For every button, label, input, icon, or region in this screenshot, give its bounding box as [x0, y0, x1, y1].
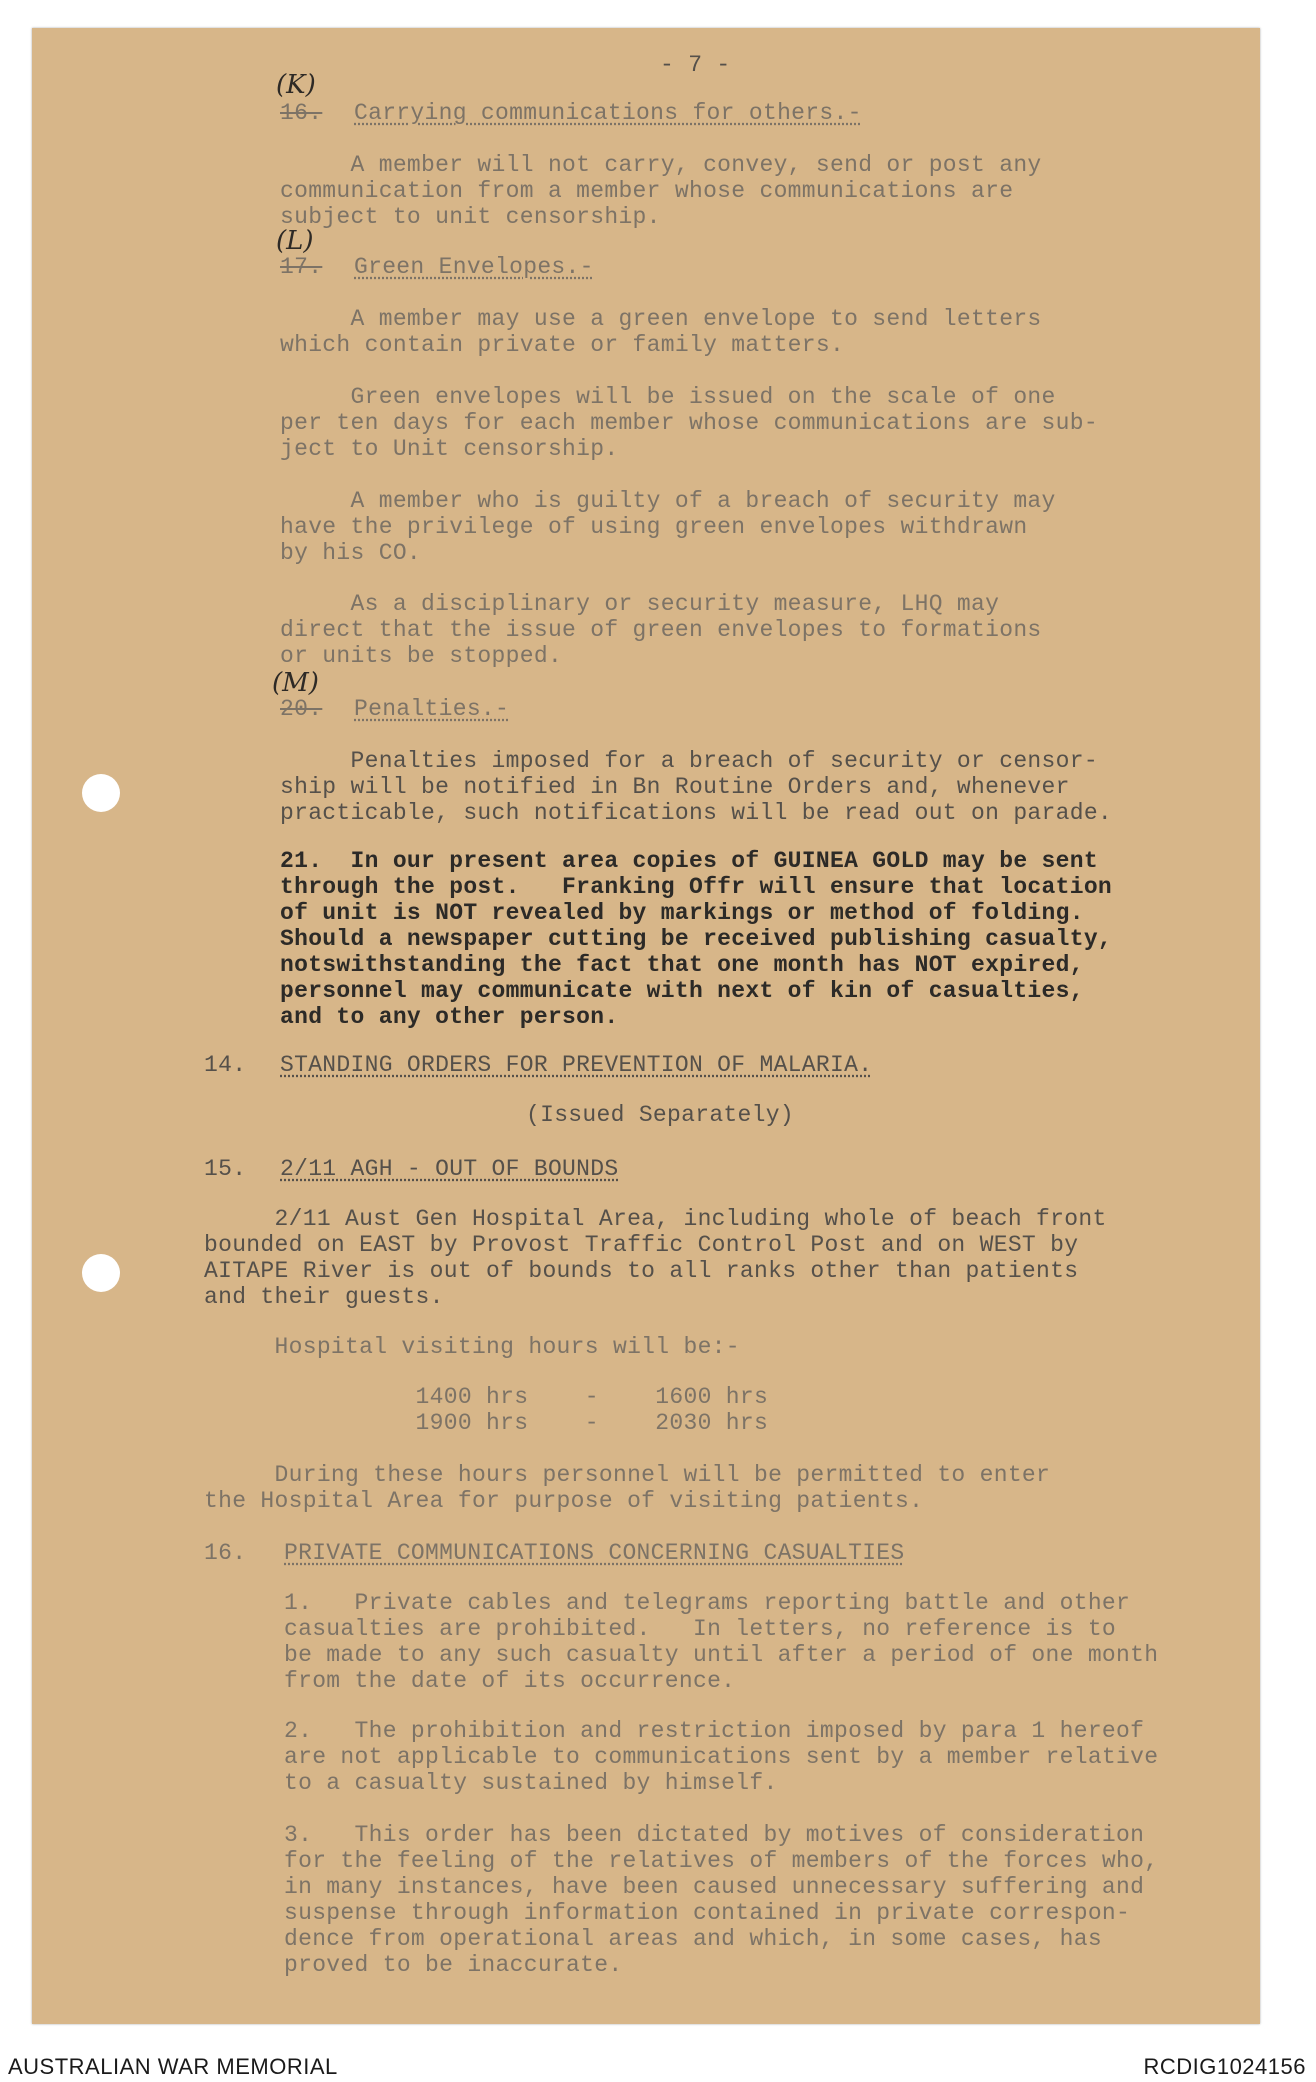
paragraph-green-1: A member may use a green envelope to send letters which contain private or family matters. [280, 306, 1042, 358]
paragraph-carrying: A member will not carry, convey, send or post any communication from a member whose communications are subject to unit censorship. [280, 152, 1042, 230]
paragraph-21-guinea-gold: 21. In our present area copies of GUINEA GOLD may be sent through the post. Franking Offr will ensure that location of unit is NOT revealed by markings or method of folding. Should a newspaper cutting be received publishing casualty, notswithstanding the fact that one month has NOT expired, personnel may communicate with next of kin of casualties, and to any other person. [280, 848, 1113, 1030]
paragraph-green-4: As a disciplinary or security measure, LHQ may direct that the issue of green envelopes to formations or units be stopped. [280, 591, 1042, 669]
heading-green-envelopes: Green Envelopes.- [354, 254, 594, 280]
visiting-hours-times: 1400 hrs - 1600 hrs 1900 hrs - 2030 hrs [415, 1384, 769, 1436]
visiting-hours-label: Hospital visiting hours will be:- [204, 1334, 740, 1360]
heading-private-communications: PRIVATE COMMUNICATIONS CONCERNING CASUALTIES [284, 1540, 905, 1566]
handwritten-letter-m: (M) [272, 668, 319, 698]
section-number-16: 16. [204, 1540, 247, 1566]
punch-hole [82, 1254, 120, 1292]
paragraph-during-hours: During these hours personnel will be permitted to enter the Hospital Area for purpose of visiting patients. [204, 1462, 1051, 1514]
punch-hole [82, 774, 120, 812]
paragraph-penalties: Penalties imposed for a breach of security or censor- ship will be notified in Bn Routine Orders and, whenever practicable, such notifications will be read out on parade. [280, 748, 1113, 826]
heading-carrying-communications: Carrying communications for others.- [354, 100, 862, 126]
footer-record-id: RCDIG1024156 [1143, 2054, 1306, 2079]
struck-number-16: 16. [280, 100, 323, 126]
struck-number-17: 17. [280, 254, 323, 280]
section-number-15: 15. [204, 1156, 247, 1182]
heading-malaria: STANDING ORDERS FOR PREVENTION OF MALARIA. [280, 1052, 873, 1078]
paragraph-hospital-area: 2/11 Aust Gen Hospital Area, including whole of beach front bounded on EAST by Provost Traffic Control Post and on WEST by AITAPE River is out of bounds to all ranks other than patients and their guests. [204, 1206, 1107, 1310]
section-number-14: 14. [204, 1052, 247, 1078]
heading-penalties: Penalties.- [354, 696, 510, 722]
paragraph-green-2: Green envelopes will be issued on the scale of one per ten days for each member whose communications are sub- ject to Unit censorship. [280, 384, 1098, 462]
paragraph-16-3: 3. This order has been dictated by motives of consideration for the feeling of the relatives of members of the forces who, in many instances, have been caused unnecessary suffering and suspense through information contained in private correspon- dence from operational areas and which, in some cases, has proved to be inaccurate. [284, 1822, 1159, 1978]
handwritten-letter-l: (L) [276, 226, 314, 256]
paragraph-16-2: 2. The prohibition and restriction imposed by para 1 hereof are not applicable to communications sent by a member relative to a casualty sustained by himself. [284, 1718, 1159, 1796]
paragraph-16-1: 1. Private cables and telegrams reporting battle and other casualties are prohibited. In letters, no reference is to be made to any such casualty until after a period of one month from the date of its occurrence. [284, 1590, 1159, 1694]
handwritten-letter-k: (K) [276, 70, 316, 100]
document-page [32, 28, 1260, 2024]
struck-number-20: 20. [280, 696, 323, 722]
footer-archive-name: AUSTRALIAN WAR MEMORIAL [8, 2054, 338, 2079]
paragraph-green-3: A member who is guilty of a breach of security may have the privilege of using green envelopes withdrawn by his CO. [280, 488, 1056, 566]
page-number: - 7 - [660, 52, 731, 78]
note-issued-separately: (Issued Separately) [526, 1102, 794, 1128]
heading-agh-out-of-bounds: 2/11 AGH - OUT OF BOUNDS [280, 1156, 619, 1182]
